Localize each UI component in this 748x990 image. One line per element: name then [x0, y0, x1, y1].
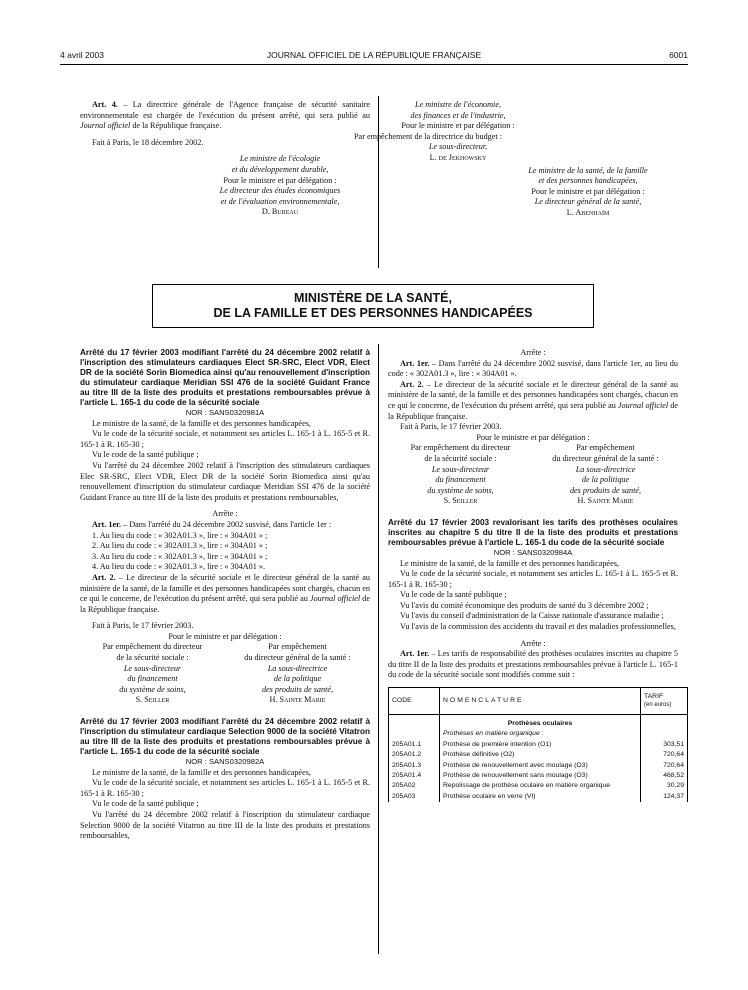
- article-text-end: de la République française.: [130, 121, 222, 131]
- tarif-cell: 303,51: [641, 740, 688, 750]
- header-tarif: [641, 688, 688, 715]
- ministry-heading-box: [152, 284, 594, 328]
- signature-block: [190, 154, 370, 218]
- sig-line: Le ministre de l'écologie: [239, 154, 321, 164]
- arrete-2-nor: NOR : SANS0320982A: [185, 757, 265, 767]
- article-text-end: de la République française.: [80, 594, 370, 614]
- sig-line: La sous-directrice: [575, 464, 636, 474]
- sig-line: et de l'évaluation environnementale,: [220, 196, 340, 206]
- tarif-label: TARIF: [644, 692, 664, 700]
- article-text-end: de la République française.: [388, 400, 678, 421]
- sig-line: de la politique: [273, 674, 322, 684]
- tarif-cell: 720,64: [641, 761, 688, 771]
- column-rule-top: [378, 96, 379, 268]
- sig-line: Par empêchement: [268, 642, 327, 652]
- tarif-cell: 124,37: [641, 792, 688, 802]
- article-text: – Le directeur de la sécurité sociale et le directeur général de la santé au ministère de la santé, de la famille et des personnes handicapées sont chargés, chacun en ce qui le concerne, de l'exécution du présent arrêté, qui sera publié au: [80, 572, 370, 604]
- left-main-column: [80, 348, 370, 842]
- nom-cell: [440, 750, 641, 760]
- sig-name: L. de Jekhowsky: [429, 152, 487, 162]
- sig-name: L. Abenhaïm: [566, 207, 610, 217]
- sig-name: S. Seiller: [135, 695, 170, 705]
- table-row: [389, 740, 688, 750]
- list-item: 4. Au lieu du code : « 302A01.3 », lire : « 304A01 ».: [92, 562, 266, 572]
- article-label: Art. 1er.: [400, 358, 430, 368]
- section-row: [389, 715, 688, 740]
- empty-cell: [641, 715, 688, 740]
- subsection-title: Prothèses en matière organique :: [443, 730, 544, 738]
- article-2: [388, 380, 678, 422]
- sig-line: du système de soins,: [119, 684, 186, 694]
- code-cell: 205A01.4: [389, 771, 440, 781]
- sig-line: Par empêchement du directeur: [410, 443, 511, 453]
- arrete-2-title: Arrêté du 17 février 2003 modifiant l'arrêté du 24 décembre 2002 relatif à l'inscription du stimulateur cardiaque Selection 9000 de la société Vitatron au titre III de la liste des produits et prestations remboursables prévue à l'article L. 165-1 du code de la sécurité sociale: [80, 717, 370, 757]
- list-item: 2. Au lieu du code : « 302A01.3 », lire : « 304A01 » ;: [92, 541, 268, 551]
- sig-line: de la sécurité sociale :: [424, 453, 497, 463]
- sig-line: des produits de santé,: [261, 684, 334, 694]
- sig-line: Par empêchement de la directrice du budget :: [354, 131, 502, 141]
- sig-line: du directeur général de la santé :: [552, 453, 659, 463]
- signature-left: [388, 443, 533, 507]
- article-label: Art. 2.: [400, 379, 424, 389]
- table-row: [389, 792, 688, 802]
- table-header-row: [389, 688, 688, 715]
- nom-cell: [440, 792, 641, 802]
- sig-line: La sous-directrice: [267, 663, 328, 673]
- dual-signature: [388, 443, 678, 507]
- paragraph: Vu l'avis du conseil d'administration de la Caisse nationale d'assurance maladie ;: [400, 611, 664, 621]
- table-row: [389, 771, 688, 781]
- nom-text: Prothèse de renouvellement sans moulage (O3): [443, 772, 588, 780]
- tarif-cell: 720,64: [641, 750, 688, 760]
- paragraph: Vu le code de la sécurité sociale, et notamment ses articles L. 165-1 à L. 165-5 et R. 165-1 à R. 165-30 ;: [388, 569, 678, 589]
- code-cell: 205A01.2: [389, 750, 440, 760]
- arrete-3-title: Arrêté du 17 février 2003 revalorisant les tarifs des prothèses oculaires inscrites au chapitre 5 du titre II de la liste des produits et prestations remboursables prévue à l'article L. 165-1 du code de la sécurité sociale: [388, 517, 678, 547]
- table-row: [389, 750, 688, 760]
- signature-right: [225, 642, 370, 706]
- paragraph: Le ministre de la santé, de la famille et des personnes handicapées,: [92, 418, 311, 428]
- sig-line: et des personnes handicapées,: [538, 176, 638, 186]
- code-cell: 205A03: [389, 792, 440, 802]
- header-nomenclature: NOMENCLATURE: [440, 688, 641, 715]
- sig-line: de la politique: [581, 475, 630, 485]
- sig-line: Le ministre de l'économie,: [414, 100, 502, 109]
- sig-line: des finances et de l'industrie,: [410, 110, 506, 120]
- arrete-word: Arrête :: [212, 509, 238, 519]
- header-rule: [60, 64, 688, 65]
- sig-line: du directeur général de la santé :: [244, 653, 351, 663]
- table-row: [389, 781, 688, 791]
- sig-line: Le sous-directeur: [431, 464, 490, 474]
- list-item: 1. Au lieu du code : « 302A01.3 », lire : « 304A01 » ;: [92, 530, 268, 540]
- article-text: – Dans l'arrêté du 24 décembre 2002 susvisé, dans l'article 1er, au lieu du code : « 302A01.3 », lire : « 304A01 ».: [388, 358, 678, 379]
- running-header: [60, 50, 688, 64]
- nom-text: Prothèse de première intention (O1): [443, 740, 552, 748]
- article-label: Art. 1er.: [400, 649, 430, 659]
- paragraph: Vu le code de la santé publique ;: [92, 450, 199, 460]
- code-cell: 205A01.3: [389, 761, 440, 771]
- signature-right: [533, 443, 678, 507]
- sig-line: Le sous-directeur: [123, 663, 182, 673]
- paragraph: Vu le code de la sécurité sociale, et notamment ses articles L. 165-1 à L. 165-5 et R. 165-1 à R. 165-30 ;: [80, 778, 370, 798]
- empty-cell: [389, 715, 440, 740]
- sig-line: de la sécurité sociale :: [116, 653, 189, 663]
- sig-line: Pour le ministre et par délégation :: [531, 186, 645, 196]
- nom-text: Prothèse oculaire en verre (VI): [443, 792, 536, 800]
- article-text: – Dans l'arrêté du 24 décembre 2002 susvisé, dans l'article 1er :: [121, 519, 332, 529]
- article-1: [80, 520, 370, 531]
- tarif-cell: 468,52: [641, 771, 688, 781]
- signature-block: [498, 166, 678, 219]
- arrete-3-nor: NOR : SANS0320984A: [493, 547, 573, 557]
- sig-line: Le ministre de la santé, de la famille: [528, 165, 648, 175]
- nom-cell: [440, 771, 641, 781]
- paragraph: Vu le code de la santé publique ;: [92, 799, 199, 809]
- nom-text: Repolissage de prothèse oculaire en matière organique: [443, 782, 611, 790]
- fait-date: Fait à Paris, le 18 décembre 2002.: [92, 137, 204, 147]
- paragraph: Vu l'avis du comité économique des produits de santé du 3 décembre 2002 ;: [400, 600, 649, 610]
- article-text: – Les tarifs de responsabilité des prothèses oculaires inscrites au chapitre 5 du titre II de la liste des produits et prestations remboursables prévue à l'article L. 165-1 du code de la sécurité sociale sont modifiés comme suit :: [388, 649, 678, 680]
- paragraph: Vu l'arrêté du 24 décembre 2002 relatif à l'inscription des stimulateurs cardiaques Elec SR-SRC, Elect VDR, Elect DR de la société Sorin Biomedica ainsi qu'au renouvellement d'inscription du stimulateur cardiaque Meridian SSI 476 de la société Guidant France au titre III de la liste des produits et prestations remboursables,: [80, 460, 370, 502]
- tariff-table: [388, 687, 688, 802]
- sig-line: Pour le ministre et par délégation :: [401, 121, 515, 131]
- signature-left: [80, 642, 225, 706]
- code-cell: 205A01.1: [389, 740, 440, 750]
- sig-line: Par empêchement: [576, 443, 635, 453]
- fait-date: Fait à Paris, le 17 février 2003.: [400, 422, 502, 432]
- header-journal: JOURNAL OFFICIEL DE LA RÉPUBLIQUE FRANÇAISE: [266, 50, 482, 60]
- arrete-1-title: Arrêté du 17 février 2003 modifiant l'arrêté du 24 décembre 2002 relatif à l'inscription des stimulateurs cardiaques Elect SR-SRC, Elect VDR, Elect DR de la société Sorin Biomedica ainsi qu'au renouvellement d'inscription du stimulateur cardiaque Meridian SSI 476 de la société Guidant France au titre III de la liste des produits et prestations remboursables prévue à l'article L. 165-1 du code de la sécurité sociale: [80, 348, 370, 407]
- article-2: [80, 573, 370, 615]
- sig-name: H. Sainte Marie: [577, 496, 634, 506]
- tarif-cell: 30,29: [641, 781, 688, 791]
- tarif-unit: (en euros): [644, 702, 672, 709]
- journal-ref: Journal officiel: [617, 400, 669, 410]
- signature-block: [354, 100, 528, 164]
- sig-line: Pour le ministre et par délégation :: [223, 175, 337, 185]
- nom-cell: [440, 761, 641, 771]
- list-item: 3. Au lieu du code : « 302A01.3 », lire : « 304A01 » ;: [92, 551, 268, 561]
- delegation-line: Pour le ministre et par délégation :: [476, 432, 590, 442]
- nom-text: Prothèse de renouvellement avec moulage (O3): [443, 761, 588, 769]
- nom-text: Prothèse définitive (O2): [443, 751, 515, 759]
- paragraph: Le ministre de la santé, de la famille et des personnes handicapées,: [92, 767, 311, 777]
- column-rule-main: [378, 344, 379, 954]
- article-label: Art. 1er.: [92, 519, 122, 529]
- fait-date: Fait à Paris, le 17 février 2003.: [92, 621, 194, 631]
- journal-ref: Journal officiel: [80, 121, 131, 131]
- article-text: – La directrice générale de l'Agence française de sécurité sanitaire environnementale est chargée de l'exécution du présent arrêté, qui sera publié au: [80, 100, 370, 120]
- article-label: Art. 2.: [92, 572, 116, 582]
- sig-line: du financement: [127, 674, 178, 684]
- article-text: – Le directeur de la sécurité sociale et le directeur général de la santé au ministère de la santé, de la famille et des personnes handicapées sont chargés, chacun en ce qui le concerne, de l'exécution du présent arrêté, qui sera publié au: [388, 379, 678, 410]
- nom-cell: [440, 740, 641, 750]
- sig-name: H. Sainte Marie: [269, 695, 326, 705]
- dual-signature: [80, 642, 370, 706]
- sig-name: D. Bureau: [261, 207, 299, 217]
- paragraph: Le ministre de la santé, de la famille et des personnes handicapées,: [400, 558, 619, 568]
- ministry-line-1: MINISTÈRE DE LA SANTÉ,: [294, 291, 452, 305]
- sig-name: S. Seiller: [443, 496, 478, 506]
- sig-line: et du développement durable,: [231, 164, 329, 174]
- ministry-line-2: DE LA FAMILLE ET DES PERSONNES HANDICAPÉES: [213, 306, 533, 320]
- sig-line: Le directeur général de la santé,: [534, 197, 642, 207]
- sig-line: des produits de santé,: [569, 485, 642, 495]
- header-code: CODE: [389, 688, 440, 715]
- sig-line: Le directeur des études économiques: [219, 186, 341, 196]
- article-1: [388, 649, 678, 681]
- nom-cell: [440, 781, 641, 791]
- article-1: [388, 359, 678, 380]
- delegation-line: Pour le ministre et par délégation :: [168, 631, 282, 641]
- sig-line: Par empêchement du directeur: [102, 642, 203, 652]
- top-left-column: [80, 100, 370, 218]
- arrete-word: Arrête :: [520, 638, 546, 648]
- section-title: Prothèses oculaires: [507, 720, 573, 728]
- code-cell: 205A02: [389, 781, 440, 791]
- header-date: 4 avril 2003: [60, 50, 104, 60]
- sig-line: du système de soins,: [427, 485, 494, 495]
- arrete-word: Arrête :: [520, 348, 546, 357]
- article-label: Art. 4.: [92, 100, 118, 109]
- paragraph: Vu le code de la santé publique ;: [400, 590, 507, 600]
- paragraph: Vu l'arrêté du 24 décembre 2002 relatif à l'inscription du stimulateur cardiaque Selection 9000 de la société Vitatron au titre III de la liste des produits et prestations remboursables,: [80, 810, 370, 841]
- arrete-1-nor: NOR : SANS0320981A: [185, 408, 265, 417]
- header-page-number: 6001: [669, 50, 688, 60]
- right-main-column: [388, 348, 684, 802]
- paragraph: Vu le code de la sécurité sociale, et notamment ses articles L. 165-1 à L. 165-5 et R. 165-1 à R. 165-30 ;: [80, 429, 370, 449]
- article-4: [80, 100, 370, 132]
- section-cell: [440, 715, 641, 740]
- paragraph: Vu l'avis de la commission des accidents du travail et des maladies professionnelles,: [400, 622, 676, 632]
- top-right-column: [354, 100, 678, 219]
- journal-ref: Journal officiel: [309, 594, 361, 604]
- sig-line: du financement: [435, 475, 486, 485]
- table-row: [389, 761, 688, 771]
- sig-line: Le sous-directeur,: [428, 142, 488, 152]
